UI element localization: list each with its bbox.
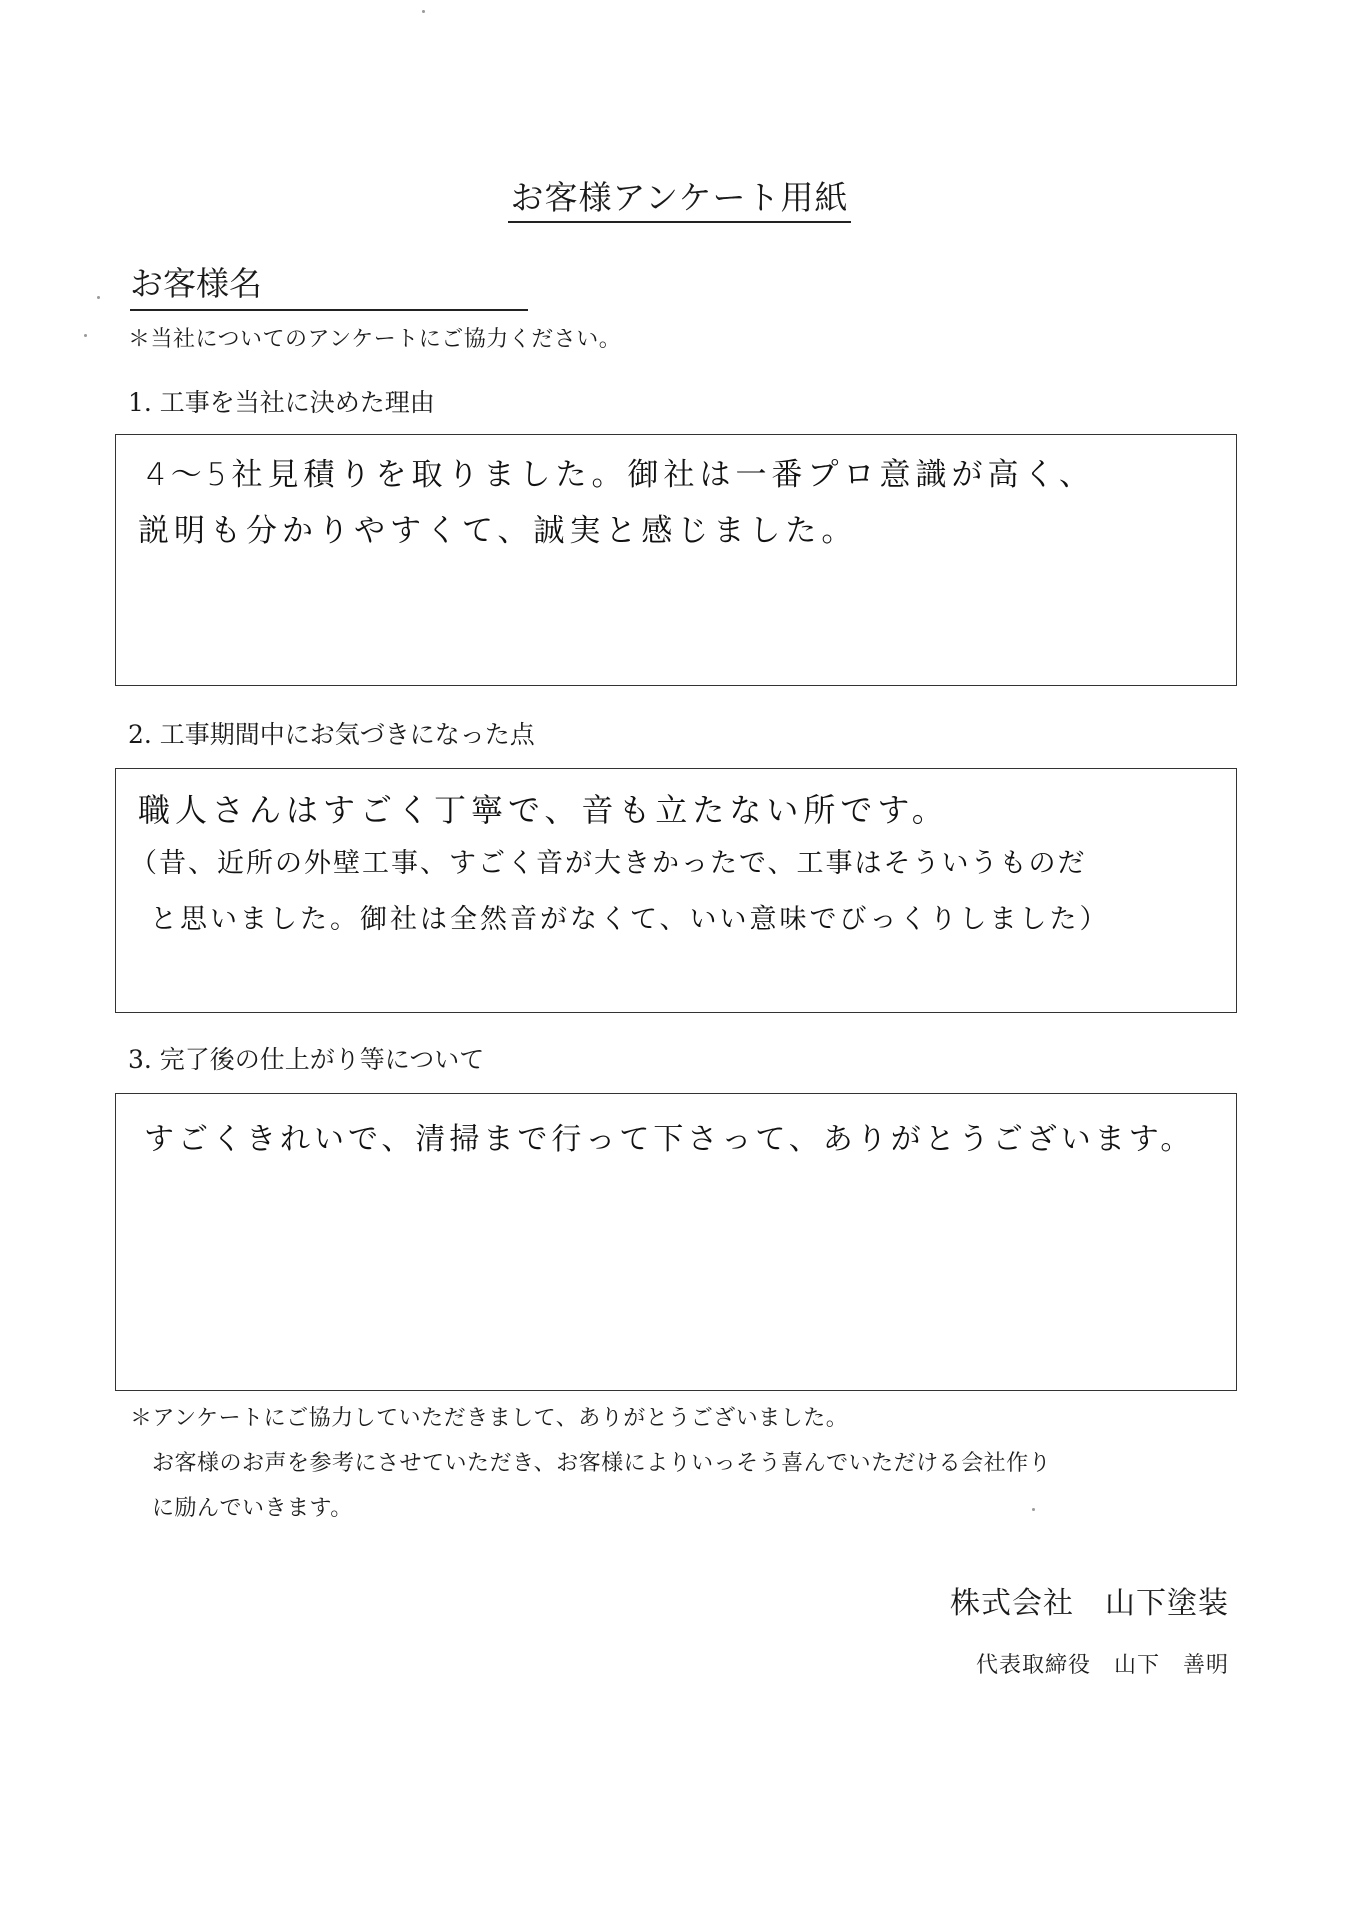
question-3-label: 3. 完了後の仕上がり等について — [128, 1045, 485, 1074]
footer-line-2: お客様のお声を参考にさせていただき、お客様によりいっそう喜んでいただける会社作り — [152, 1451, 1052, 1476]
scan-speck — [84, 334, 87, 337]
answer-box-2[interactable] — [115, 768, 1237, 1013]
answer-2-line-3: と思いました。御社は全然音がなくて、いい意味でびっくりしました） — [150, 904, 1110, 935]
form-title: お客様アンケート用紙 — [0, 172, 1359, 219]
answer-2-line-2: （昔、近所の外壁工事、すごく音が大きかったで、工事はそういうものだ — [130, 848, 1087, 879]
footer-note — [130, 1396, 1051, 1531]
customer-name-field[interactable]: お客様名 — [130, 258, 528, 311]
scan-speck — [422, 10, 425, 13]
footer-line-3: に励んでいきます。 — [152, 1496, 353, 1521]
footer-line-1: ＊アンケートにご協力していただきまして、ありがとうございました。 — [130, 1406, 849, 1431]
question-2-label: 2. 工事期間中にお気づきになった点 — [128, 720, 535, 749]
question-1-label: 1. 工事を当社に決めた理由 — [128, 388, 435, 417]
answer-2-line-1: 職人さんはすごく丁寧で、音も立たない所です。 — [138, 791, 949, 829]
answer-box-3[interactable] — [115, 1093, 1237, 1391]
answer-3-line-1: すごくきれいで、清掃まで行って下さって、ありがとうございます。 — [144, 1122, 1195, 1157]
answer-1-line-1: 4～5社見積りを取りました。御社は一番プロ意識が高く、 — [146, 457, 1095, 493]
scan-speck — [1032, 1508, 1035, 1511]
company-name: 株式会社 山下塗装 — [950, 1586, 1229, 1621]
intro-note: ＊当社についてのアンケートにご協力ください。 — [128, 327, 622, 352]
answer-1-line-2: 説明も分かりやすくて、誠実と感じました。 — [138, 513, 858, 549]
answer-box-1[interactable] — [115, 434, 1237, 686]
scan-speck — [97, 296, 100, 299]
representative-name: 代表取締役 山下 善明 — [975, 1653, 1229, 1678]
